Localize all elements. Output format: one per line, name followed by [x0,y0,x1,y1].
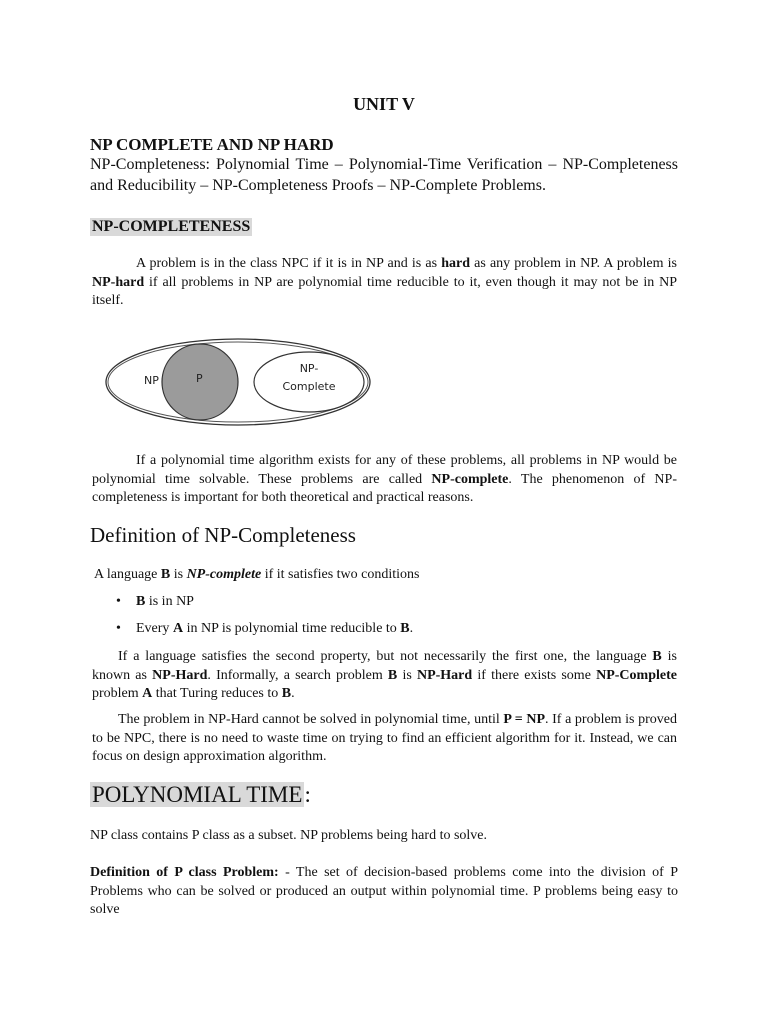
sp-bold-1: B [652,649,662,664]
bullet-dot-icon: • [116,621,121,636]
definition-heading: Definition of NP-Completeness [90,523,356,547]
sp-text-3: . Informally, a search problem [207,667,388,683]
sp-bold-3: B [387,667,398,683]
sp-bold-5: NP-Complete [596,667,677,683]
poly-algorithm-paragraph [92,452,677,508]
sp-text-4: is [397,667,417,683]
bullet2-text-3: . [409,621,414,636]
intro-bold-hard: hard [441,256,470,271]
sp-text-1: If a language satisfies the second property, but not necessarily the first one, the language [118,649,653,664]
lang-bold-italic-np-complete: NP-complete [186,567,262,582]
section-heading-np-completeness: NP-COMPLETENESS [92,218,251,235]
bullet1-bold: B [136,594,146,609]
sp-text-8: . [291,686,295,701]
lang-text-2: is [170,567,187,582]
bullet-dot-icon: • [116,594,121,609]
bullet2-text-1: Every [136,621,173,636]
np-venn-diagram [104,332,379,432]
polynomial-time-highlight: POLYNOMIAL TIME [92,782,303,807]
syllabus-text: NP-Completeness: Polynomial Time – Polynomial-Time Verification – NP-Completeness and Reducibility – NP-Completeness Proofs – NP-Complete Problems. [90,156,678,194]
np-label: NP [144,374,159,387]
np-complete-label-line1: NP- [299,362,319,375]
intro-bold-np-hard: NP-hard [92,274,145,290]
sp-text-6: problem [92,686,143,701]
lang-text-1: A language [94,567,161,582]
section-heading-polynomial-time [90,782,311,808]
unit-title: UNIT V [353,94,415,114]
np-complete-label-line2: Complete [282,380,336,393]
sp-bold-4: NP-Hard [416,667,473,683]
lang-text-3: if it satisfies two conditions [261,567,420,582]
nph-text-1: The problem in NP-Hard cannot be solved in polynomial time, until [118,712,504,727]
intro-paragraph [92,255,677,311]
p-class-def-text: - The set of decision-based problems come into the division of P Problems who can be solved or produced an output within polynomial time. P problems being easy to solve [90,865,679,917]
bullet2-text-2: in NP is polynomial time reducible to [183,621,401,636]
second-property-paragraph [92,648,677,704]
bullet-item-2 [116,621,413,637]
subject-heading: NP COMPLETE AND NP HARD [90,135,334,154]
np-class-line: NP class contains P class as a subset. NP problems being hard to solve. [90,828,488,843]
np-hard-paragraph [92,711,677,767]
nph-bold-p-eq-np: P = NP [503,712,546,727]
poly-alg-text-2: . The phenomenon of NP-completeness is important for both theoretical and practical reasons. [92,471,677,505]
nph-text-2: . If a problem is proved to be NPC, there is no need to waste time on trying to find an efficient algorithm for it. Instead, we can focus on design approximation algorithm. [92,712,677,764]
bullet1-text: is in NP [145,594,194,609]
intro-text-2: as any problem in NP. A problem is [469,256,678,271]
sp-text-5: if there exists some [472,667,597,683]
bullet2-bold-a: A [172,621,184,636]
bullet-item-1 [116,594,194,610]
p-label: P [196,372,203,385]
poly-alg-bold-np-complete: NP-complete [431,471,509,487]
language-definition-line [94,567,419,583]
p-class-definition [90,864,678,920]
sp-bold-7: B [281,686,292,701]
polynomial-time-colon: : [304,782,311,807]
p-class-def-bold: Definition of P class Problem: [90,865,279,880]
intro-text-3: if all problems in NP are polynomial time reducible to it, even though it may not be in NP itself. [92,274,677,308]
intro-text-1: A problem is in the class NPC if it is in NP and is as [136,256,442,271]
sp-bold-6: A [142,686,153,701]
poly-alg-text-1: If a polynomial time algorithm exists for any of these problems, all problems in NP would be polynomial time solvable. These problems are called [92,453,677,487]
sp-bold-2: NP-Hard [152,667,208,683]
bullet2-bold-b: B [400,621,410,636]
sp-text-7: that Turing reduces to [152,686,282,701]
sp-text-2: is known as [92,649,677,683]
lang-bold-b: B [160,567,171,582]
